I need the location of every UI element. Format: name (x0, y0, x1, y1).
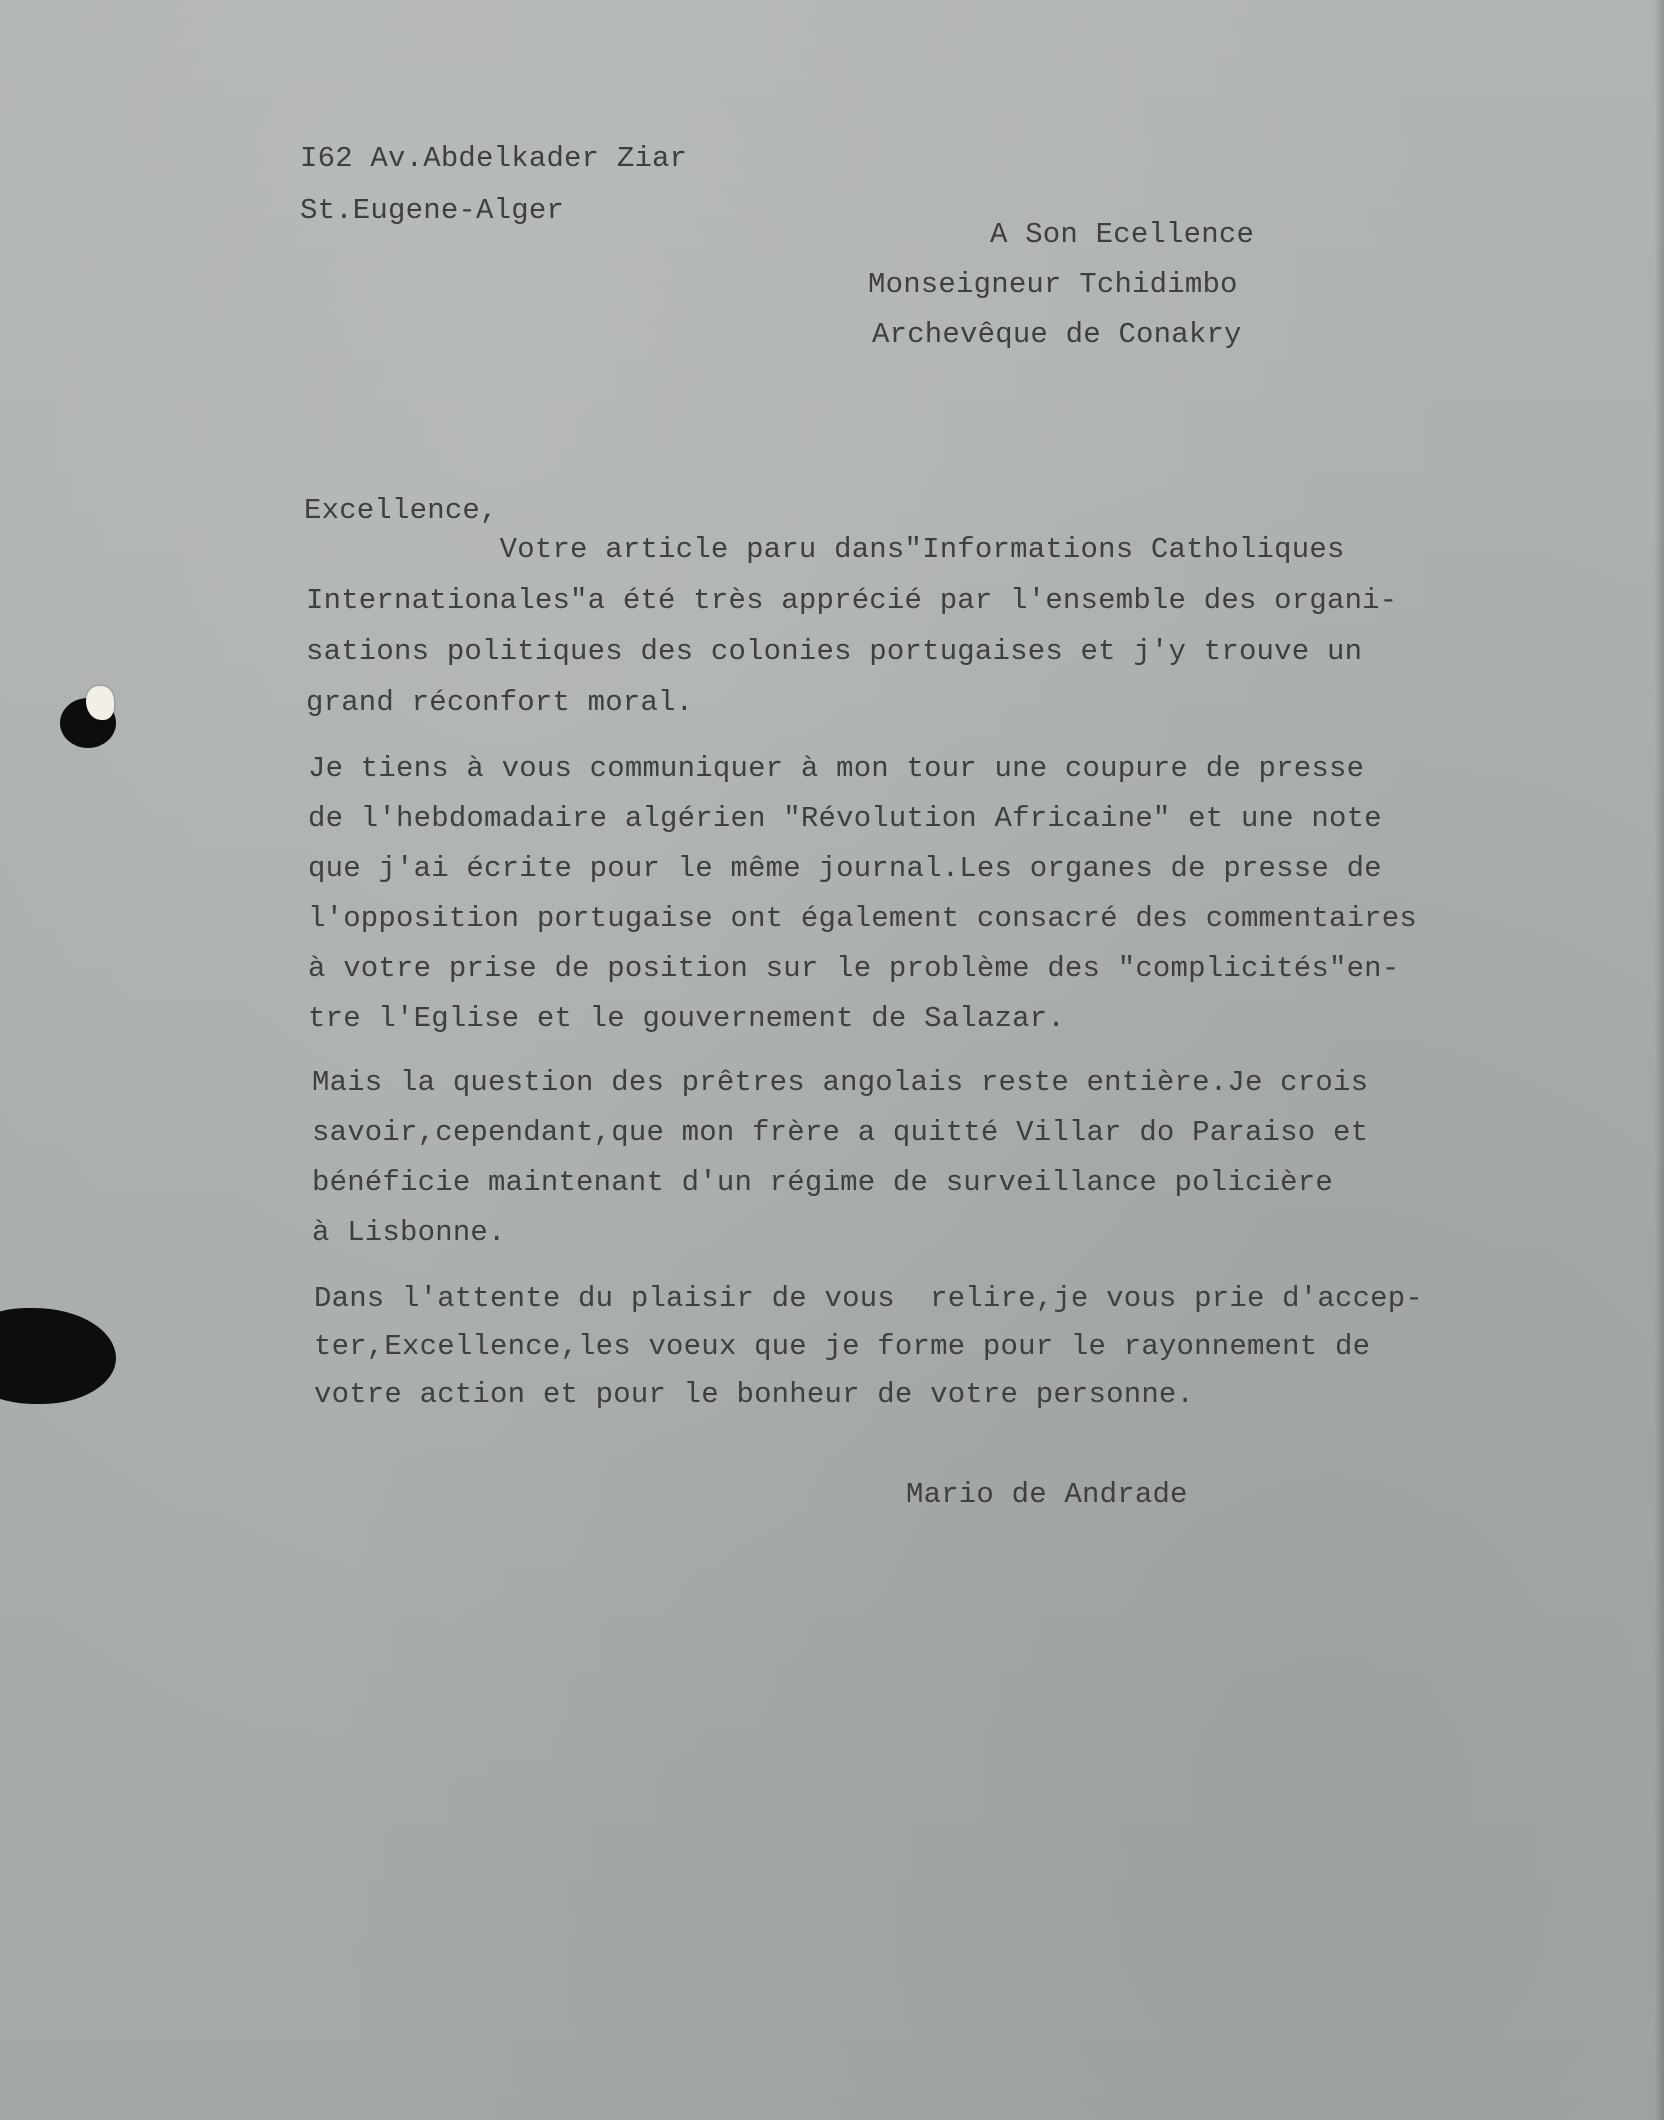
paragraph-line: ter,Excellence,les voeux que je forme pour le rayonnement de (314, 1330, 1371, 1363)
paragraph-line: Mais la question des prêtres angolais reste entière.Je crois (312, 1066, 1369, 1099)
paragraph-1 (306, 533, 1606, 733)
paragraph-line: votre action et pour le bonheur de votre personne. (314, 1378, 1195, 1411)
paragraph-line: sations politiques des colonies portugaises et j'y trouve un (306, 635, 1363, 668)
recipient-line1: A Son Ecellence (990, 218, 1255, 251)
torn-paper-flap (86, 686, 114, 720)
paragraph-line: bénéficie maintenant d'un régime de surveillance policière (312, 1166, 1333, 1199)
paragraph-line: grand réconfort moral. (306, 686, 694, 719)
recipient-line2: Monseigneur Tchidimbo (868, 268, 1238, 301)
paragraph-line: tre l'Eglise et le gouvernement de Salazar. (308, 1002, 1065, 1035)
signature: Mario de Andrade (906, 1478, 1188, 1511)
page-edge-shadow (1654, 0, 1664, 2120)
paragraph-line: savoir,cependant,que mon frère a quitté Villar do Paraiso et (312, 1116, 1369, 1149)
paragraph-line: à Lisbonne. (312, 1216, 506, 1249)
recipient-line3: Archevêque de Conakry (872, 318, 1242, 351)
punch-hole-bottom (0, 1308, 116, 1404)
paragraph-4 (314, 1282, 1634, 1442)
punch-hole-top (60, 698, 116, 748)
paragraph-line: Internationales"a été très apprécié par l'ensemble des organi- (306, 584, 1398, 617)
sender-address-line2: St.Eugene-Alger (300, 194, 565, 227)
paragraph-line: Votre article paru dans"Informations Catholiques (306, 533, 1345, 566)
paragraph-line: à votre prise de position sur le problème des "complicités"en- (308, 952, 1400, 985)
paragraph-line: que j'ai écrite pour le même journal.Les organes de presse de (308, 852, 1382, 885)
paragraph-line: de l'hebdomadaire algérien "Révolution Africaine" et une note (308, 802, 1382, 835)
sender-address-line1: I62 Av.Abdelkader Ziar (300, 142, 688, 175)
paragraph-3 (312, 1066, 1612, 1276)
paragraph-line: Dans l'attente du plaisir de vous relire,je vous prie d'accep- (314, 1282, 1423, 1315)
paragraph-line: Je tiens à vous communiquer à mon tour une coupure de presse (308, 752, 1365, 785)
paragraph-2 (308, 752, 1628, 1062)
paragraph-line: l'opposition portugaise ont également consacré des commentaires (308, 902, 1417, 935)
salutation: Excellence, (304, 494, 498, 527)
